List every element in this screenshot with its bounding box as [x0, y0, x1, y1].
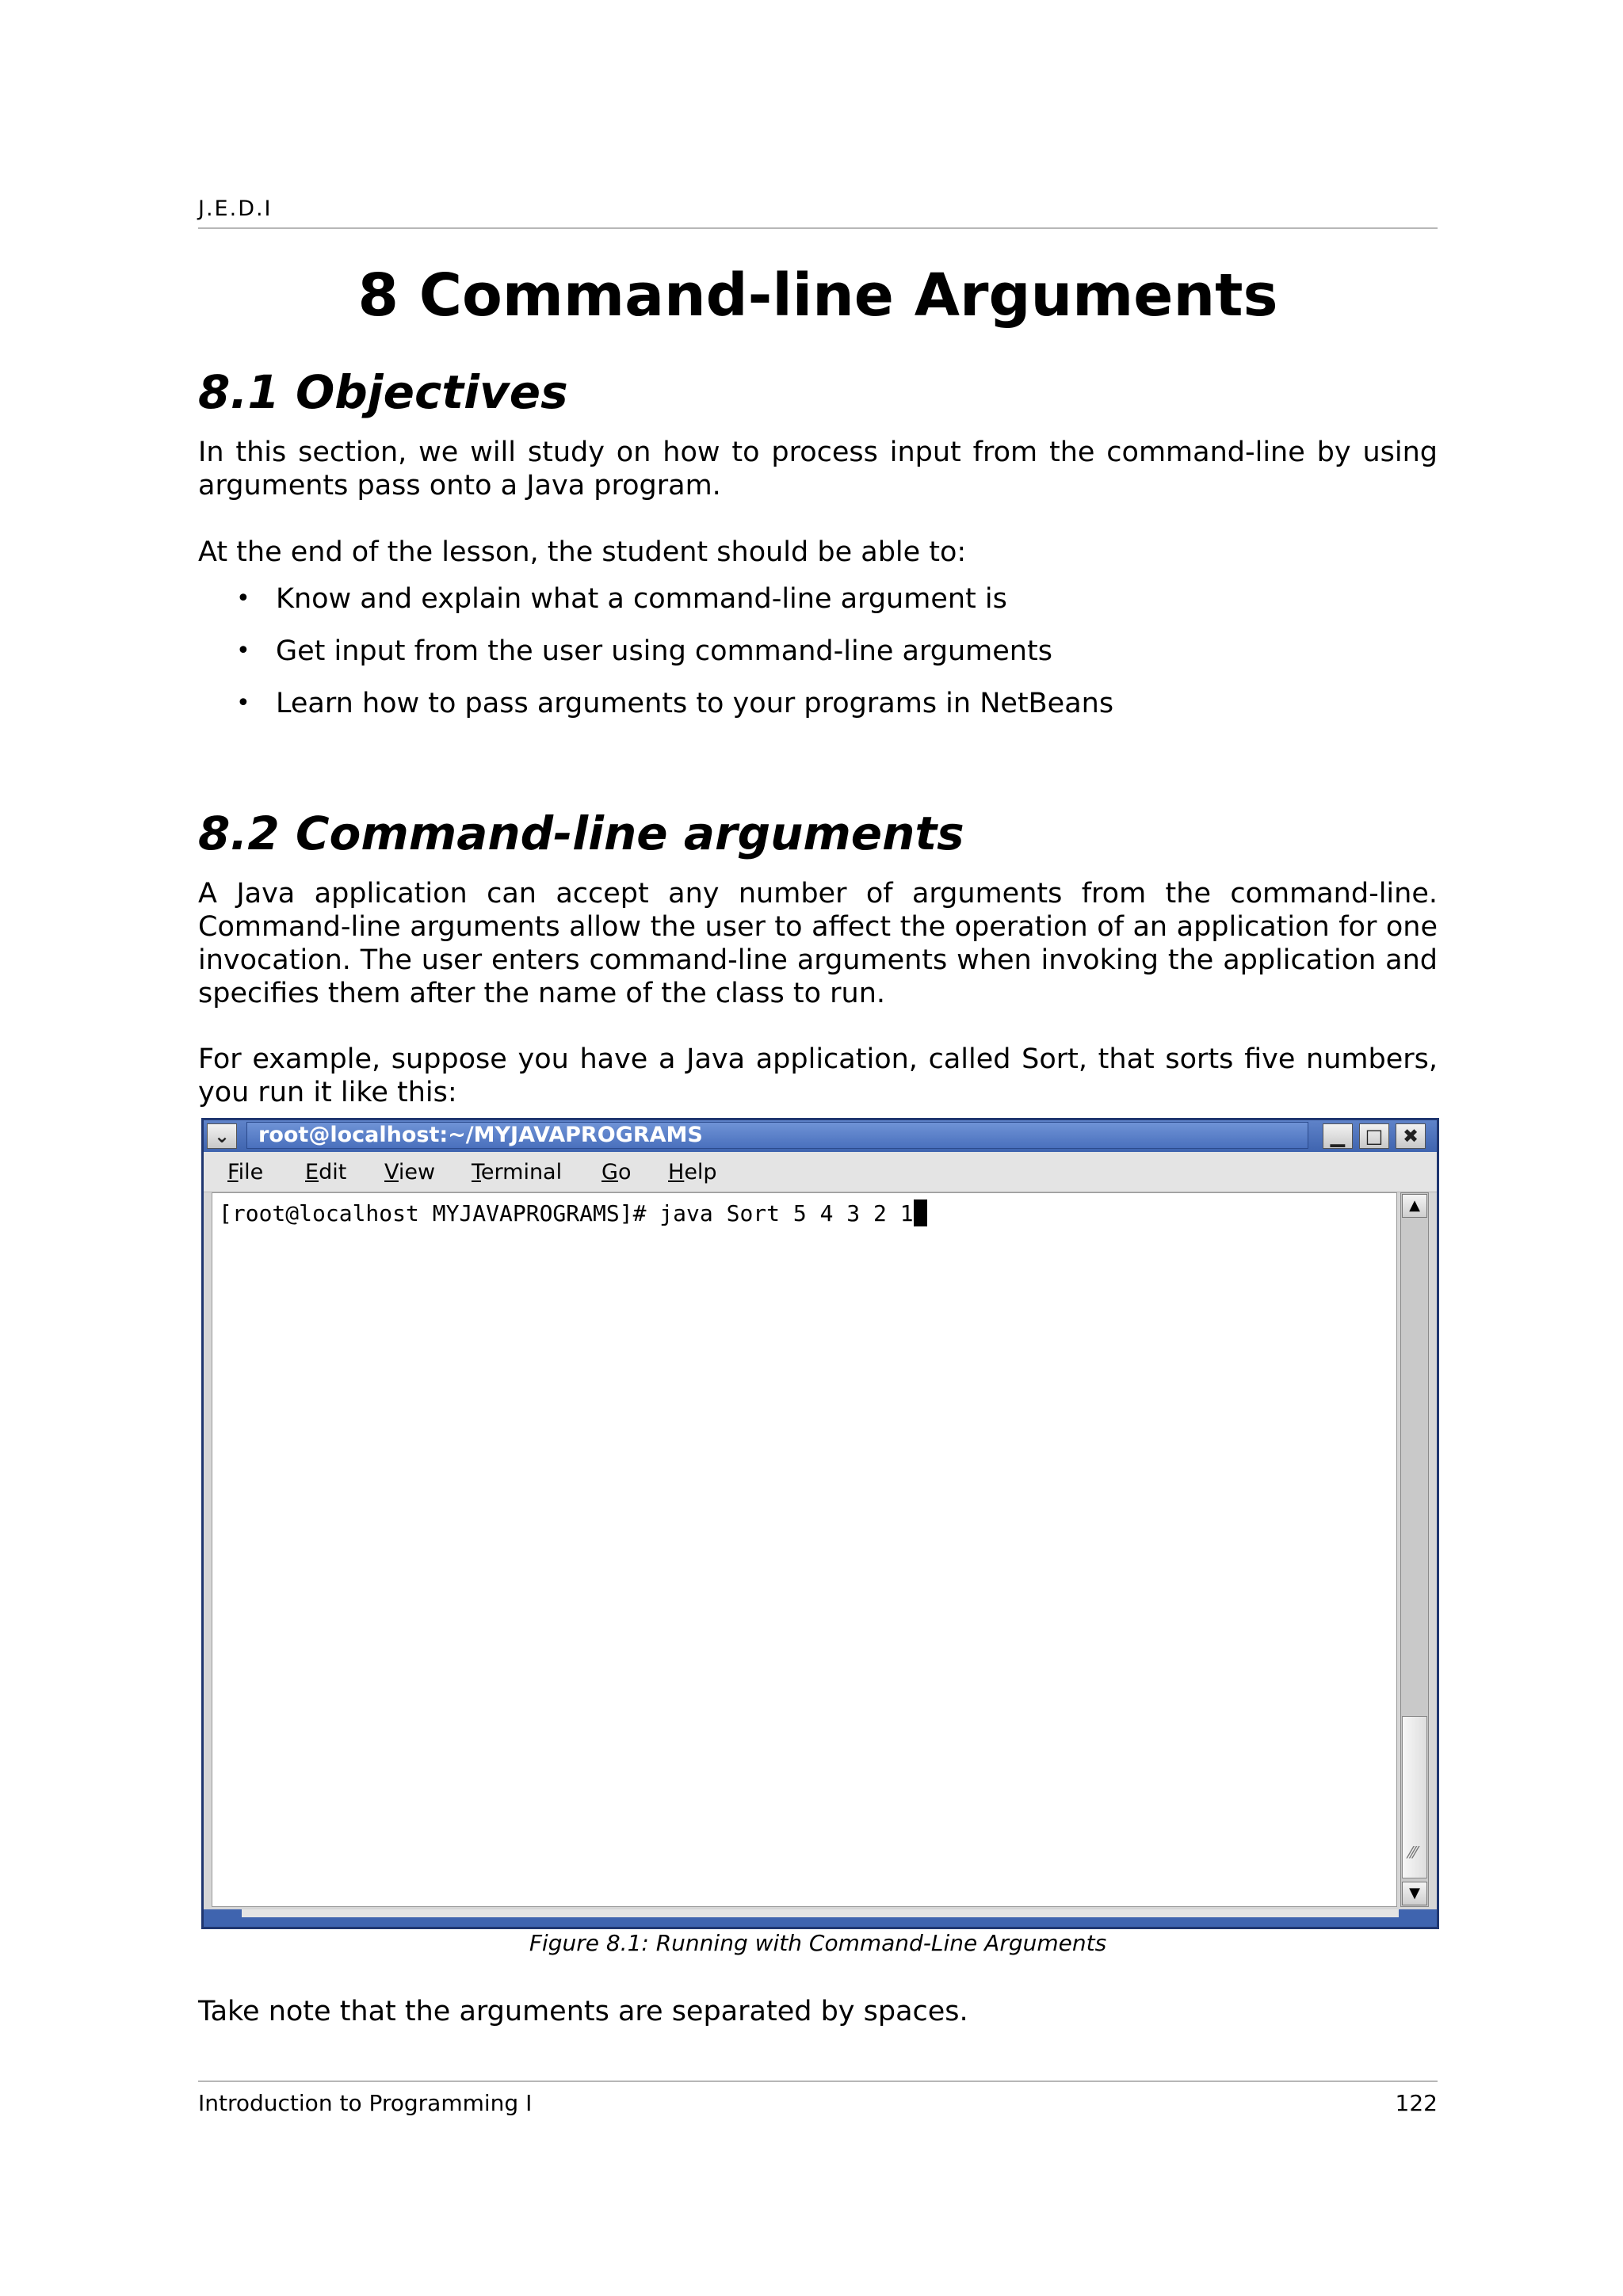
bullet-icon: • — [236, 689, 250, 717]
minimize-icon[interactable]: ▁ — [1323, 1123, 1353, 1149]
objectives-lead-paragraph: At the end of the lesson, the student should be able to: — [198, 536, 967, 568]
list-item — [230, 635, 1113, 687]
page-number: 122 — [1395, 2090, 1438, 2116]
footer-book-title: Introduction to Programming I — [198, 2090, 533, 2116]
menu-item-edit[interactable]: Edit — [305, 1160, 347, 1184]
maximize-icon[interactable]: □ — [1359, 1123, 1389, 1149]
command-line-description-paragraph: A Java application can accept any number of arguments from the command-line. Command-line arguments allow the user to affect the operation of an application for one invocation. The user enters command-line arguments when invoking the application and specifies them after the name of the class to run. — [198, 878, 1438, 1009]
menu-item-terminal[interactable]: Terminal — [472, 1160, 563, 1184]
terminal-window-title: root@localhost:~/MYJAVAPROGRAMS — [246, 1122, 1308, 1149]
window-menu-icon[interactable]: ⌄ — [207, 1123, 237, 1149]
menu-item-help[interactable]: Help — [668, 1160, 717, 1184]
terminal-titlebar — [204, 1120, 1437, 1152]
list-item-text: Get input from the user using command-line arguments — [276, 635, 1052, 667]
section-title-command-line-arguments: 8.2 Command-line arguments — [198, 807, 964, 860]
running-header: J.E.D.I — [198, 196, 273, 221]
menu-item-file[interactable]: File — [227, 1160, 264, 1184]
scroll-down-icon[interactable]: ▼ — [1402, 1882, 1427, 1905]
text-cursor — [914, 1199, 927, 1226]
terminal-window — [201, 1118, 1439, 1929]
objectives-intro-paragraph: In this section, we will study on how to process input from the command-line by using arguments pass onto a Java program. — [198, 437, 1438, 502]
header-rule — [198, 227, 1438, 229]
close-icon[interactable]: ✖ — [1396, 1123, 1426, 1149]
objectives-list — [230, 582, 1113, 739]
grip-icon: ⁄⁄⁄ — [1409, 1843, 1418, 1862]
footer-rule — [198, 2081, 1438, 2082]
list-item — [230, 687, 1113, 739]
terminal-screen[interactable] — [212, 1192, 1397, 1907]
chapter-title: 8 Command-line Arguments — [357, 261, 1278, 330]
scroll-up-icon[interactable]: ▲ — [1402, 1194, 1427, 1218]
scrollbar-thumb[interactable] — [1402, 1716, 1427, 1878]
menu-item-view[interactable]: View — [384, 1160, 436, 1184]
terminal-prompt-line: [root@localhost MYJAVAPROGRAMS]# java Sort 5 4 3 2 1 — [219, 1199, 927, 1226]
arguments-note-paragraph: Take note that the arguments are separated by spaces. — [198, 1996, 968, 2027]
sort-example-paragraph: For example, suppose you have a Java application, called Sort, that sorts five numbers, you run it like this: — [198, 1043, 1438, 1108]
menu-item-go[interactable]: Go — [601, 1160, 632, 1184]
list-item-text: Learn how to pass arguments to your programs in NetBeans — [276, 688, 1114, 719]
bullet-icon: • — [236, 585, 250, 612]
section-title-objectives: 8.1 Objectives — [198, 365, 568, 419]
bullet-icon: • — [236, 637, 250, 665]
list-item-text: Know and explain what a command-line argument is — [276, 583, 1007, 615]
figure-caption: Figure 8.1: Running with Command-Line Arguments — [529, 1930, 1107, 1956]
list-item — [230, 582, 1113, 635]
terminal-bottom-frame — [204, 1909, 1437, 1927]
terminal-scrollbar[interactable] — [1400, 1192, 1429, 1907]
terminal-menubar — [204, 1152, 1437, 1192]
